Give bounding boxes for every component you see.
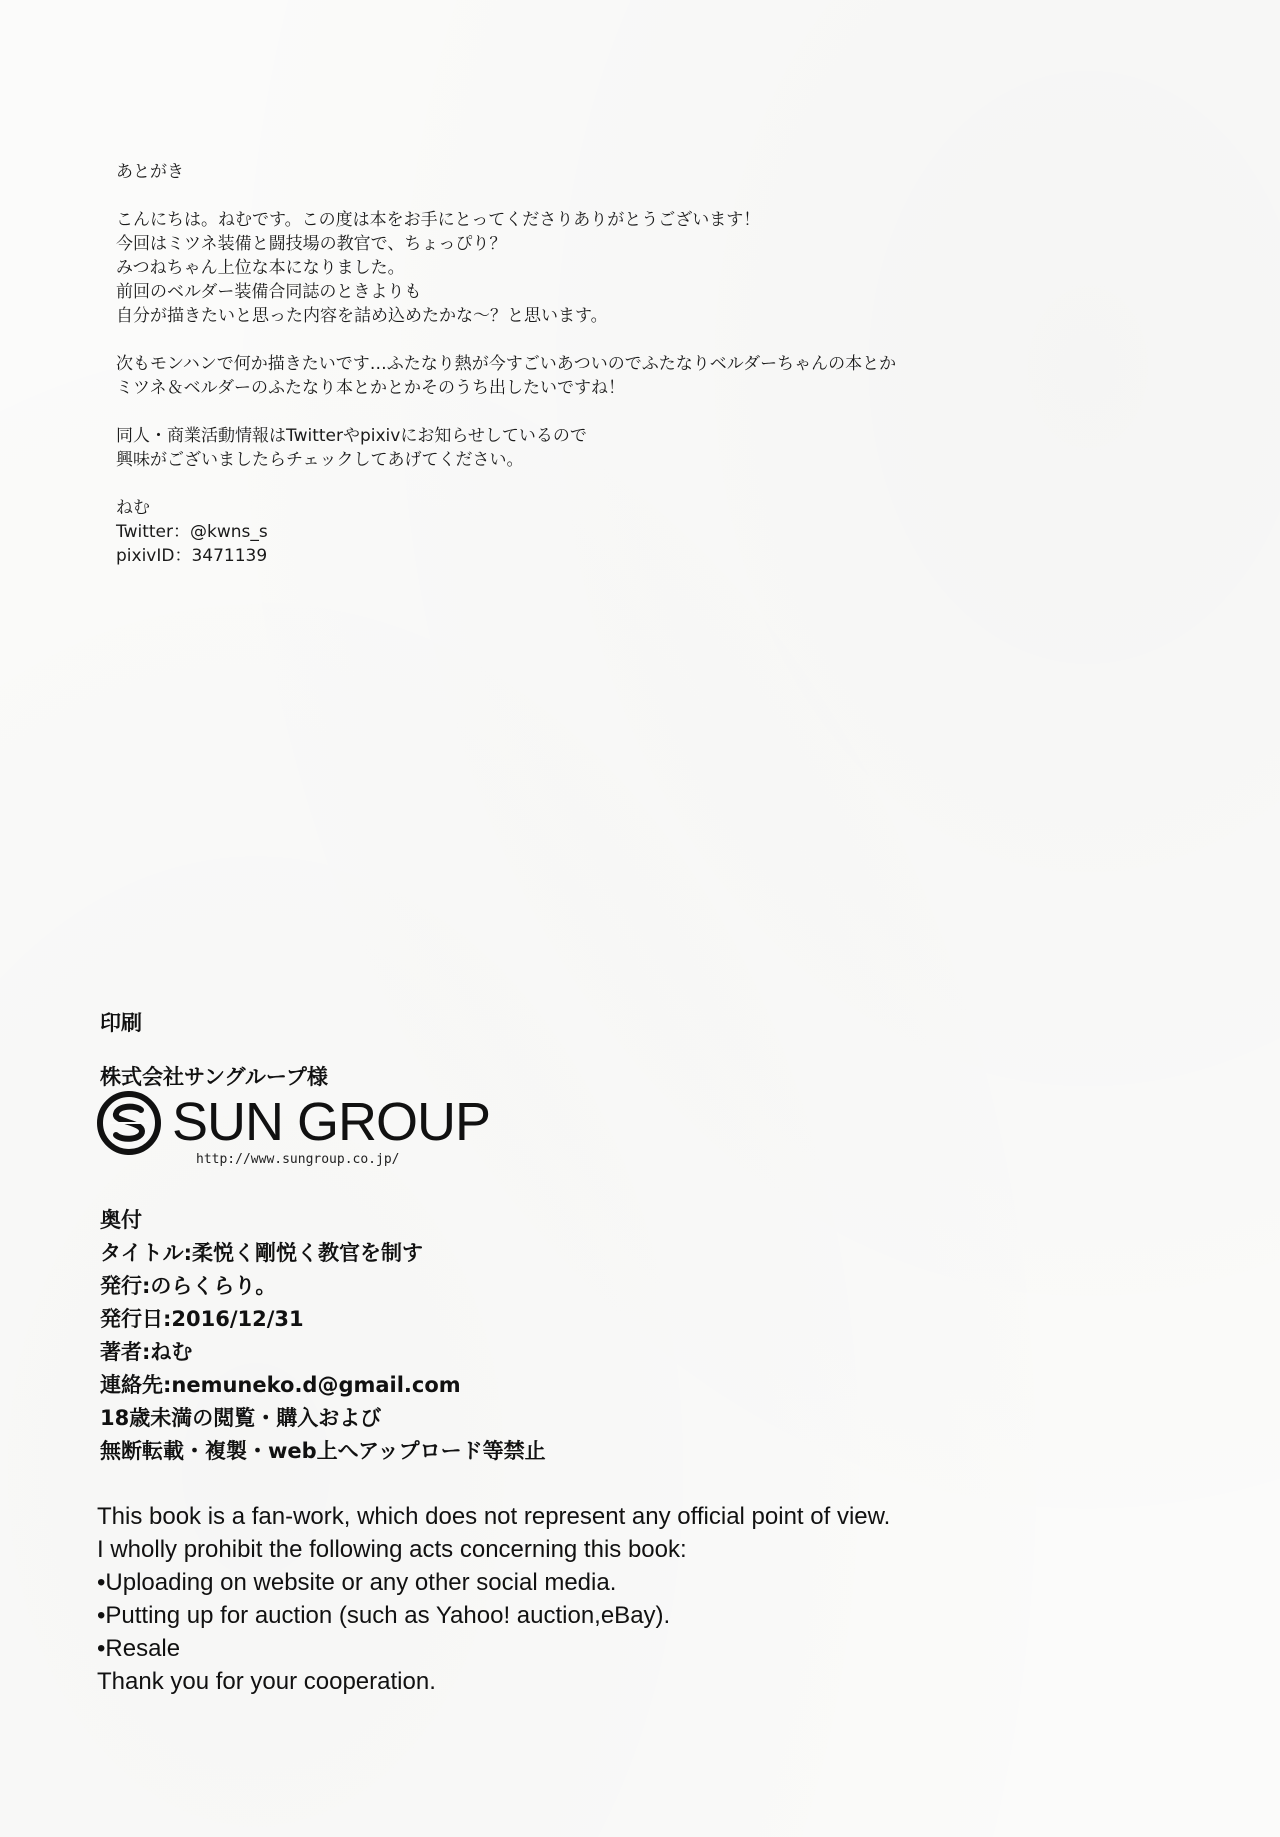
afterword-line: 次もモンハンで何か描きたいです…ふたなり熱が今すごいあついのでふたなりベルダーちゃんの本とか [116, 354, 897, 374]
afterword-heading: あとがき [116, 162, 184, 182]
afterword-line: 興味がございましたらチェックしてあげてください。 [116, 450, 524, 470]
afterword-line: 自分が描きたいと思った内容を詰め込めたかな～？と思います。 [116, 306, 608, 326]
colophon-section [100, 1204, 546, 1468]
notice-line: I wholly prohibit the following acts concerning this book: [97, 1536, 687, 1563]
afterword-line: ミツネ＆ベルダーのふたなり本とかとかそのうち出したいですね！ [116, 378, 625, 398]
english-notice [97, 1500, 890, 1698]
afterword-line: 同人・商業活動情報はTwitterやpixivにお知らせしているので [116, 426, 587, 446]
sun-group-logo [96, 1090, 496, 1170]
printing-section [100, 1008, 328, 1092]
pixiv-id: pixivID：3471139 [116, 546, 268, 566]
colophon-author: 著者:ねむ [100, 1340, 193, 1364]
colophon-restriction: 18歳未満の閲覧・購入および [100, 1406, 382, 1430]
sun-group-logo-text: SUN GROUP [172, 1092, 491, 1152]
afterword-section [116, 160, 1116, 568]
colophon-heading: 奥付 [100, 1208, 142, 1232]
afterword-line: 今回はミツネ装備と闘技場の教官で、ちょっぴり？ [116, 234, 507, 254]
colophon-contact: 連絡先:nemuneko.d@gmail.com [100, 1373, 461, 1397]
author-signature: ねむ [116, 498, 150, 518]
afterword-line: こんにちは。ねむです。この度は本をお手にとってくださりありがとうございます！ [116, 210, 761, 230]
notice-line: Thank you for your cooperation. [97, 1668, 436, 1695]
afterword-line: みつねちゃん上位な本になりました。 [116, 258, 405, 278]
colophon-title: タイトル:柔悦く剛悦く教官を制す [100, 1241, 423, 1265]
notice-line: •Uploading on website or any other social media. [97, 1569, 617, 1596]
twitter-handle: Twitter：@kwns_s [116, 522, 268, 542]
colophon-publisher: 発行:のらくらり。 [100, 1274, 277, 1298]
printing-label: 印刷 [100, 1011, 142, 1035]
afterword-line: 前回のベルダー装備合同誌のときよりも [116, 282, 422, 302]
sun-group-url: http://www.sungroup.co.jp/ [196, 1152, 400, 1167]
notice-line: This book is a fan-work, which does not represent any official point of view. [97, 1503, 891, 1530]
colophon-date: 発行日:2016/12/31 [100, 1307, 304, 1331]
colophon-restriction: 無断転載・複製・web上へアップロード等禁止 [100, 1439, 546, 1463]
notice-line: •Resale [97, 1635, 181, 1662]
notice-line: •Putting up for auction (such as Yahoo! auction,eBay). [97, 1602, 671, 1629]
printing-company: 株式会社サングループ様 [100, 1065, 328, 1089]
sun-group-logo-icon [96, 1090, 162, 1156]
